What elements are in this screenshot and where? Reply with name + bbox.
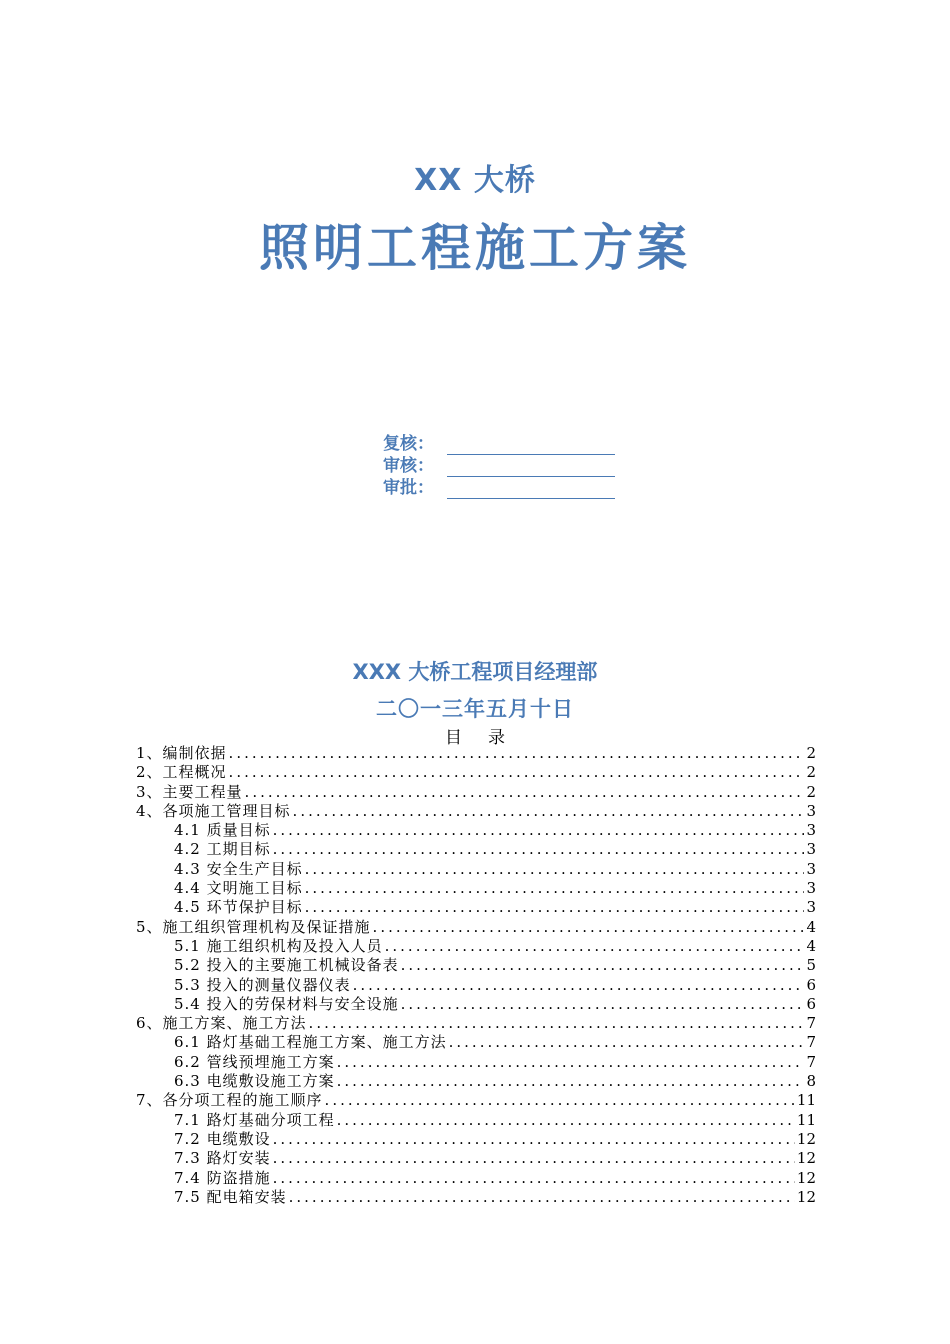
toc-entry-page: 2 — [806, 782, 816, 801]
toc-entry-page: 2 — [806, 744, 816, 762]
toc-dot-leader — [449, 1033, 804, 1052]
toc-entry[interactable] — [136, 918, 816, 937]
toc-entry[interactable] — [136, 1149, 816, 1168]
toc-dot-leader — [305, 898, 804, 917]
toc-entry-text: 6.3 电缆敷设施工方案 — [174, 1072, 335, 1091]
toc-entry[interactable] — [136, 860, 816, 879]
toc-entry-page: 6 — [806, 994, 816, 1013]
toc-entry-page: 6 — [806, 975, 816, 994]
toc-entry-page: 8 — [806, 1072, 816, 1091]
toc-dot-leader — [401, 956, 804, 975]
signature-row-audit — [383, 455, 615, 477]
toc-entry-page: 4 — [806, 936, 816, 955]
toc-entry[interactable] — [136, 1033, 816, 1052]
toc-entry[interactable] — [136, 898, 816, 917]
toc-entry-text: 1、编制依据 — [136, 744, 227, 762]
toc-entry-text: 4.5 环节保护目标 — [174, 898, 303, 917]
table-of-contents — [136, 744, 816, 1207]
signature-line — [447, 437, 615, 455]
toc-entry-page: 3 — [806, 898, 816, 917]
toc-entry-page: 3 — [806, 801, 816, 820]
toc-entry[interactable] — [136, 1014, 816, 1033]
toc-entry-page: 12 — [796, 1149, 816, 1168]
toc-entry-page: 3 — [806, 859, 816, 878]
toc-entry-text: 7.2 电缆敷设 — [174, 1129, 271, 1148]
toc-entry-text: 3、主要工程量 — [136, 782, 243, 801]
toc-entry-page: 12 — [796, 1129, 816, 1148]
toc-dot-leader — [337, 1053, 804, 1072]
toc-entry[interactable] — [136, 976, 816, 995]
toc-entry[interactable] — [136, 879, 816, 898]
toc-entry-page: 12 — [796, 1187, 816, 1206]
toc-entry[interactable] — [136, 840, 816, 859]
toc-entry-text: 7、各分项工程的施工顺序 — [136, 1091, 323, 1110]
toc-entry-page: 11 — [796, 1110, 816, 1129]
cover-subtitle: XX 大桥 — [414, 163, 536, 198]
toc-entry[interactable] — [136, 937, 816, 956]
toc-entry-page: 4 — [806, 917, 816, 936]
toc-entry-text: 7.3 路灯安装 — [174, 1149, 271, 1168]
toc-dot-leader — [337, 1072, 804, 1091]
toc-dot-leader — [273, 1169, 795, 1188]
toc-entry-page: 7 — [806, 1014, 816, 1033]
toc-entry-text: 5.3 投入的测量仪器仪表 — [174, 975, 351, 994]
toc-entry-page: 2 — [806, 763, 816, 782]
toc-entry-text: 7.4 防盗措施 — [174, 1168, 271, 1187]
toc-entry[interactable] — [136, 956, 816, 975]
signature-label: 审批： — [383, 478, 434, 498]
toc-dot-leader — [309, 1014, 804, 1033]
toc-entry[interactable] — [136, 1188, 816, 1207]
toc-dot-leader — [273, 1149, 795, 1168]
toc-entry-text: 4.3 安全生产目标 — [174, 859, 303, 878]
signature-row-review — [383, 433, 615, 455]
toc-dot-leader — [305, 879, 804, 898]
toc-entry-text: 4.2 工期目标 — [174, 840, 271, 859]
toc-dot-leader — [353, 976, 804, 995]
toc-entry[interactable] — [136, 783, 816, 802]
toc-dot-leader — [273, 840, 804, 859]
toc-entry-text: 5.4 投入的劳保材料与安全设施 — [174, 994, 399, 1013]
toc-entry-text: 5.2 投入的主要施工机械设备表 — [174, 956, 399, 975]
toc-dot-leader — [401, 995, 804, 1014]
toc-entry-text: 4、各项施工管理目标 — [136, 801, 291, 820]
toc-entry-page: 5 — [806, 956, 816, 975]
toc-entry[interactable] — [136, 1053, 816, 1072]
toc-dot-leader — [305, 860, 804, 879]
toc-entry-text: 6.2 管线预埋施工方案 — [174, 1052, 335, 1071]
toc-dot-leader — [245, 783, 804, 802]
toc-dot-leader — [229, 744, 804, 763]
toc-entry-text: 7.5 配电箱安装 — [174, 1187, 287, 1206]
toc-entry-page: 11 — [796, 1091, 816, 1110]
toc-entry-text: 5.1 施工组织机构及投入人员 — [174, 936, 383, 955]
cover-date: 二〇一三年五月十日 — [376, 697, 574, 721]
toc-dot-leader — [337, 1111, 795, 1130]
toc-entry-text: 4.4 文明施工目标 — [174, 879, 303, 898]
toc-entry-page: 3 — [806, 821, 816, 840]
toc-dot-leader — [289, 1188, 795, 1207]
toc-dot-leader — [385, 937, 804, 956]
toc-entry[interactable] — [136, 744, 816, 763]
cover-title: 照明工程施工方案 — [259, 218, 691, 277]
signature-block — [383, 433, 615, 499]
toc-entry-page: 7 — [806, 1052, 816, 1071]
toc-entry[interactable] — [136, 802, 816, 821]
toc-entry[interactable] — [136, 995, 816, 1014]
toc-entry-text: 6、施工方案、施工方法 — [136, 1014, 307, 1033]
toc-dot-leader — [373, 918, 804, 937]
signature-label: 复核： — [383, 434, 434, 454]
toc-dot-leader — [273, 821, 804, 840]
toc-entry[interactable] — [136, 1091, 816, 1110]
toc-dot-leader — [325, 1091, 795, 1110]
toc-entry-text: 7.1 路灯基础分项工程 — [174, 1110, 335, 1129]
toc-entry[interactable] — [136, 763, 816, 782]
toc-title: 目录 — [445, 728, 531, 748]
toc-entry-text: 5、施工组织管理机构及保证措施 — [136, 917, 371, 936]
signature-line — [447, 481, 615, 499]
toc-entry[interactable] — [136, 1111, 816, 1130]
toc-entry-text: 2、工程概况 — [136, 763, 227, 782]
toc-entry-page: 3 — [806, 879, 816, 898]
signature-line — [447, 459, 615, 477]
toc-entry-page: 3 — [806, 840, 816, 859]
toc-entry-page: 7 — [806, 1033, 816, 1052]
toc-dot-leader — [293, 802, 804, 821]
toc-entry[interactable] — [136, 821, 816, 840]
toc-entry-text: 6.1 路灯基础工程施工方案、施工方法 — [174, 1033, 447, 1052]
toc-entry[interactable] — [136, 1169, 816, 1188]
toc-entry[interactable] — [136, 1130, 816, 1149]
toc-entry[interactable] — [136, 1072, 816, 1091]
signature-label: 审核： — [383, 456, 434, 476]
toc-entry-page: 12 — [796, 1168, 816, 1187]
toc-dot-leader — [273, 1130, 795, 1149]
toc-entry-text: 4.1 质量目标 — [174, 821, 271, 840]
toc-dot-leader — [229, 763, 804, 782]
signature-row-approve — [383, 477, 615, 499]
organization-name: XXX 大桥工程项目经理部 — [352, 660, 598, 684]
